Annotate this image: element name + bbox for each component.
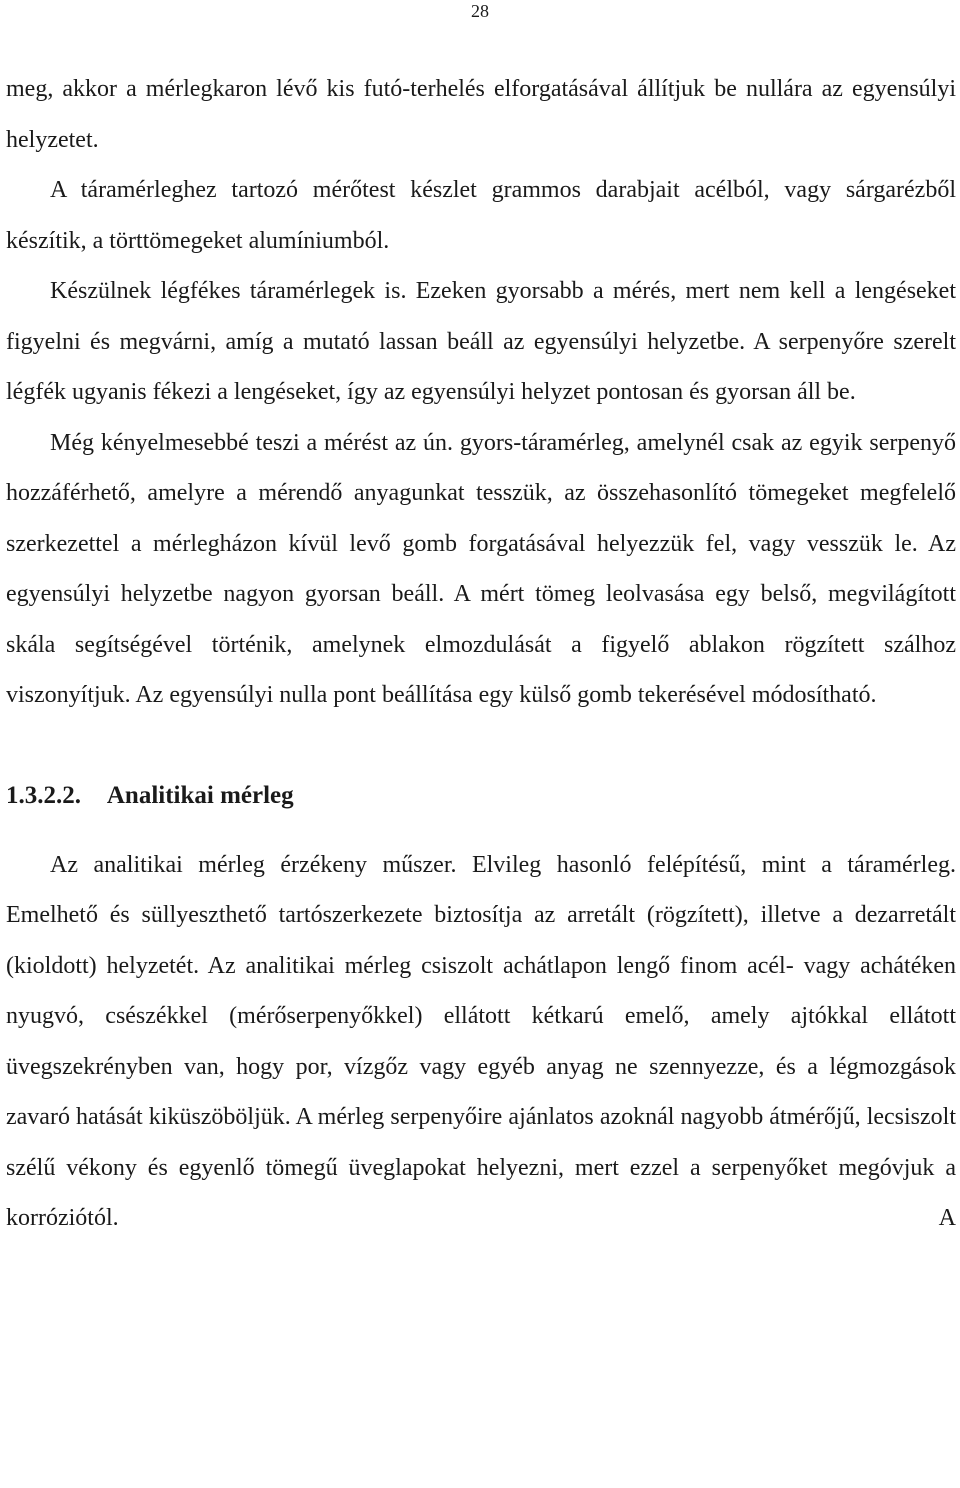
heading-spacer (6, 821, 956, 840)
section-heading (6, 771, 956, 821)
paragraph-3: Készülnek légfékes táramérlegek is. Ezeken gyorsabb a mérés, mert nem kell a lengéseket figyelni és megvárni, amíg a mutató lassan beáll az egyensúlyi helyzetbe. A serpenyőre szerelt légfék ugyanis fékezi a lengéseket, így az egyensúlyi helyzet pontosan és gyorsan áll be. (6, 278, 956, 405)
paragraph-2: A táramérleghez tartozó mérőtest készlet grammos darabjait acélból, vagy sárgarézből készítik, a törttömegeket alumíniumból. (6, 177, 956, 254)
section-number: 1.3.2.2. (6, 781, 81, 809)
section-title: Analitikai mérleg (106, 781, 294, 809)
paragraph-1: meg, akkor a mérlegkaron lévő kis futó-terhelés elforgatásával állítjuk be nullára az egyensúlyi helyzetet. (6, 76, 956, 153)
paragraph-5: Az analitikai mérleg érzékeny műszer. Elvileg hasonló felépítésű, mint a táramérleg. Emelhető és süllyeszthető tartószerkezete biztosítja az arretált (rögzített), illetve a dezarretált (kioldott) helyzetét. Az analitikai mérleg csiszolt achátlapon lengő finom acél- vagy achátéken nyugvó, csészékkel (mérőserpenyőkkel) ellátott kétkarú emelő, amely ajtókkal ellátott üvegszekrényben van, hogy por, vízgőz vagy egyéb anyag ne szennyezze, és a légmozgások zavaró hatását kiküszöböljük. A mérleg serpenyőire ajánlatos azoknál nagyobb átmérőjű, lecsiszolt szélű vékony és egyenlő tömegű üveglapokat helyezni, mert ezzel a serpenyőket megóvjuk a korróziótól. A (6, 851, 956, 1231)
page-number: 28 (471, 1, 489, 21)
paragraph-4: Még kényelmesebbé teszi a mérést az ún. gyors-táramérleg, amelynél csak az egyik serpenyő hozzáférhető, amelyre a mérendő anyagunkat tesszük, az összehasonlító tömegeket megfelelő szerkezettel a mérlegházon kívül levő gomb forgatásával helyezzük fel, vagy vesszük le. Az egyensúlyi helyzetbe nagyon gyorsan beáll. A mért tömeg leolvasása egy belső, megvilágított skála segítségével történik, amelynek elmozdulását a figyelő ablakon rögzített szálhoz viszonyítjuk. Az egyensúlyi nulla pont beállítása egy külső gomb tekerésével módosítható. (6, 429, 956, 708)
document-body (6, 64, 956, 1244)
